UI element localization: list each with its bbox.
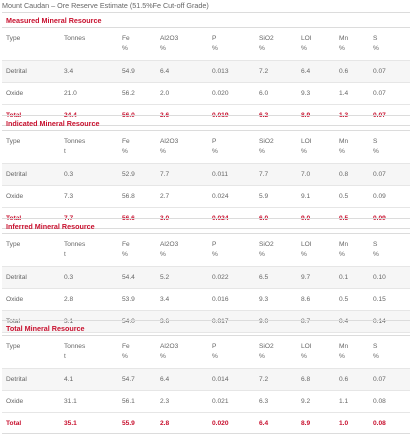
table-cell: 5.9 bbox=[259, 193, 269, 200]
column-header-name: Tonnes bbox=[64, 241, 86, 248]
column-header-unit: % bbox=[339, 353, 345, 360]
total-cell: 6.4 bbox=[259, 420, 269, 427]
column-header bbox=[160, 137, 178, 157]
column-header-name: Al2O3 bbox=[160, 138, 179, 145]
column-header-unit: % bbox=[373, 353, 379, 360]
column-header-unit: % bbox=[373, 251, 379, 258]
column-header-unit: % bbox=[259, 45, 265, 52]
table-cell: 0.08 bbox=[373, 398, 386, 405]
column-header bbox=[122, 34, 130, 54]
table-row bbox=[2, 164, 410, 186]
column-header-unit: % bbox=[259, 251, 265, 258]
table-cell: 56.8 bbox=[122, 193, 135, 200]
total-cell: 2.6 bbox=[160, 112, 170, 119]
table-cell: 2.0 bbox=[160, 90, 170, 97]
table-cell: 9.7 bbox=[301, 274, 311, 281]
table-cell: 0.011 bbox=[212, 171, 229, 178]
total-cell: 0.08 bbox=[373, 420, 386, 427]
total-cell: Total bbox=[6, 112, 22, 119]
table-cell: Oxide bbox=[6, 193, 24, 200]
table-cell: 0.8 bbox=[339, 171, 349, 178]
total-cell: 8.9 bbox=[301, 112, 311, 119]
table-cell: 6.4 bbox=[160, 376, 170, 383]
table-cell: Oxide bbox=[6, 398, 24, 405]
table-cell: 0.1 bbox=[339, 274, 349, 281]
total-cell: 0.019 bbox=[212, 112, 229, 119]
column-header-name: LOI bbox=[301, 343, 312, 350]
table-row bbox=[2, 289, 410, 311]
table-cell: 56.2 bbox=[122, 90, 135, 97]
table-cell: 1.1 bbox=[339, 398, 349, 405]
table-row bbox=[2, 61, 410, 83]
column-header-unit: t bbox=[64, 251, 66, 258]
column-header bbox=[373, 240, 379, 260]
table-cell: 0.5 bbox=[339, 193, 349, 200]
total-row bbox=[2, 413, 410, 434]
table-cell: 3.1 bbox=[64, 318, 74, 325]
table-cell: 2.7 bbox=[160, 193, 170, 200]
table-row bbox=[2, 267, 410, 289]
column-header bbox=[212, 240, 218, 260]
table-cell: 0.014 bbox=[212, 376, 229, 383]
column-header bbox=[122, 342, 130, 362]
column-header-unit: % bbox=[122, 148, 128, 155]
table-header-row bbox=[2, 336, 410, 369]
column-header-unit: % bbox=[212, 45, 218, 52]
column-header-unit: % bbox=[373, 148, 379, 155]
total-cell: 6.0 bbox=[259, 215, 269, 222]
table-cell: 6.3 bbox=[259, 398, 269, 405]
column-header-name: Mn bbox=[339, 138, 349, 145]
table-header-row bbox=[2, 234, 410, 267]
column-header bbox=[6, 342, 20, 352]
table-cell: 31.1 bbox=[64, 398, 77, 405]
table-cell: 0.14 bbox=[373, 318, 386, 325]
section-title: Inferred Mineral Resource bbox=[2, 218, 410, 234]
table-cell: Oxide bbox=[6, 296, 24, 303]
table-cell: 0.4 bbox=[339, 318, 349, 325]
table-cell: 0.07 bbox=[373, 68, 386, 75]
resource-section bbox=[2, 320, 410, 434]
column-header bbox=[301, 240, 312, 260]
column-header-unit: % bbox=[339, 251, 345, 258]
table-cell: 54.0 bbox=[122, 318, 135, 325]
table-cell: Detrital bbox=[6, 171, 27, 178]
total-cell: 1.3 bbox=[339, 112, 349, 119]
total-cell: 56.6 bbox=[122, 215, 135, 222]
table-row bbox=[2, 369, 410, 391]
table-cell: 3.4 bbox=[160, 296, 170, 303]
total-cell: 0.024 bbox=[212, 215, 229, 222]
table-cell: 0.6 bbox=[339, 68, 349, 75]
column-header bbox=[212, 137, 218, 157]
table-cell: 9.1 bbox=[301, 193, 311, 200]
total-cell: 0.020 bbox=[212, 420, 229, 427]
column-header-unit: % bbox=[301, 45, 307, 52]
table-cell: 8.6 bbox=[301, 296, 311, 303]
column-header-unit: % bbox=[212, 148, 218, 155]
table-cell: 7.3 bbox=[64, 193, 74, 200]
table-cell: 9.0 bbox=[259, 318, 269, 325]
table-cell: 54.4 bbox=[122, 274, 135, 281]
column-header bbox=[122, 137, 130, 157]
total-cell: 24.4 bbox=[64, 112, 77, 119]
column-header bbox=[339, 240, 348, 260]
table-cell: 3.6 bbox=[160, 318, 170, 325]
section-title: Measured Mineral Resource bbox=[2, 12, 410, 28]
column-header-name: P bbox=[212, 35, 217, 42]
column-header-unit: % bbox=[122, 353, 128, 360]
table-cell: 21.0 bbox=[64, 90, 77, 97]
table-cell: 2.3 bbox=[160, 398, 170, 405]
table-caption: Mount Caudan – Ore Reserve Estimate (51.5%Fe Cut-off Grade) bbox=[2, 1, 209, 10]
table-cell: 0.017 bbox=[212, 318, 229, 325]
table-cell: 56.1 bbox=[122, 398, 135, 405]
total-cell: Total bbox=[6, 420, 22, 427]
table-header-row bbox=[2, 28, 410, 61]
table-cell: 0.07 bbox=[373, 376, 386, 383]
table-cell: 3.4 bbox=[64, 68, 74, 75]
table-cell: 0.09 bbox=[373, 193, 386, 200]
column-header bbox=[160, 342, 178, 362]
table-cell: 9.3 bbox=[301, 90, 311, 97]
column-header-name: Al2O3 bbox=[160, 241, 179, 248]
column-header-name: P bbox=[212, 241, 217, 248]
column-header-unit: % bbox=[301, 148, 307, 155]
table-row bbox=[2, 83, 410, 105]
column-header bbox=[212, 34, 218, 54]
table-cell: 6.0 bbox=[259, 90, 269, 97]
column-header-name: Tonnes bbox=[64, 35, 86, 42]
table-cell: 0.022 bbox=[212, 274, 229, 281]
total-cell: 0.5 bbox=[339, 215, 349, 222]
column-header-name: Fe bbox=[122, 35, 130, 42]
table-cell: 0.15 bbox=[373, 296, 386, 303]
total-cell: 55.9 bbox=[122, 420, 135, 427]
total-cell: 7.7 bbox=[64, 215, 74, 222]
table-cell: 7.7 bbox=[259, 171, 269, 178]
column-header-unit: % bbox=[160, 353, 166, 360]
column-header bbox=[259, 34, 274, 54]
column-header bbox=[301, 342, 312, 362]
column-header bbox=[259, 137, 274, 157]
column-header-unit: % bbox=[301, 251, 307, 258]
column-header-name: LOI bbox=[301, 35, 312, 42]
column-header bbox=[339, 342, 348, 362]
table-cell: 0.3 bbox=[64, 171, 74, 178]
total-cell: 9.0 bbox=[301, 215, 311, 222]
table-cell: 6.5 bbox=[259, 274, 269, 281]
table-cell: 0.5 bbox=[339, 296, 349, 303]
table-cell: 0.013 bbox=[212, 68, 229, 75]
table-cell: Detrital bbox=[6, 376, 27, 383]
column-header-name: S bbox=[373, 138, 378, 145]
column-header bbox=[301, 137, 312, 157]
table-row bbox=[2, 186, 410, 208]
column-header-unit: % bbox=[339, 45, 345, 52]
column-header-name: Al2O3 bbox=[160, 35, 179, 42]
column-header-unit: t bbox=[64, 148, 66, 155]
table-cell: 0.07 bbox=[373, 171, 386, 178]
total-cell: 1.0 bbox=[339, 420, 349, 427]
table-cell: 7.2 bbox=[259, 376, 269, 383]
column-header-name: P bbox=[212, 343, 217, 350]
table-cell: 0.10 bbox=[373, 274, 386, 281]
column-header bbox=[373, 137, 379, 157]
column-header-name: SiO2 bbox=[259, 35, 274, 42]
section-title: Indicated Mineral Resource bbox=[2, 115, 410, 131]
table-cell: 4.1 bbox=[64, 376, 74, 383]
table-cell: 0.3 bbox=[64, 274, 74, 281]
column-header-name: Fe bbox=[122, 241, 130, 248]
table-cell: 7.0 bbox=[301, 171, 311, 178]
column-header bbox=[373, 34, 379, 54]
column-header bbox=[122, 240, 130, 260]
column-header bbox=[339, 34, 348, 54]
column-header-name: Mn bbox=[339, 343, 349, 350]
column-header bbox=[64, 240, 85, 260]
column-header bbox=[212, 342, 218, 362]
table-cell: 5.2 bbox=[160, 274, 170, 281]
column-header-name: LOI bbox=[301, 138, 312, 145]
table-cell: 2.8 bbox=[64, 296, 74, 303]
column-header-unit: % bbox=[339, 148, 345, 155]
column-header bbox=[373, 342, 379, 362]
table-cell: 7.7 bbox=[160, 171, 170, 178]
table-row bbox=[2, 391, 410, 413]
table-cell: 0.020 bbox=[212, 90, 229, 97]
total-cell: Total bbox=[6, 215, 22, 222]
total-cell: 6.2 bbox=[259, 112, 269, 119]
table-cell: 1.4 bbox=[339, 90, 349, 97]
column-header bbox=[64, 137, 85, 157]
column-header bbox=[160, 240, 178, 260]
column-header-name: SiO2 bbox=[259, 138, 274, 145]
total-cell: 35.1 bbox=[64, 420, 77, 427]
total-cell: 0.09 bbox=[373, 215, 386, 222]
column-header bbox=[339, 137, 348, 157]
total-cell: 3.0 bbox=[160, 215, 170, 222]
table-cell: 54.7 bbox=[122, 376, 135, 383]
resource-section bbox=[2, 12, 410, 126]
column-header bbox=[301, 34, 312, 54]
column-header-name: Tonnes bbox=[64, 138, 86, 145]
column-header-name: Type bbox=[6, 138, 21, 145]
column-header-name: Mn bbox=[339, 241, 349, 248]
column-header bbox=[160, 34, 178, 54]
column-header-name: S bbox=[373, 241, 378, 248]
column-header-name: Mn bbox=[339, 35, 349, 42]
column-header bbox=[64, 34, 85, 44]
column-header bbox=[64, 342, 85, 362]
column-header-name: Type bbox=[6, 343, 21, 350]
column-header bbox=[6, 34, 20, 44]
column-header bbox=[259, 342, 274, 362]
table-cell: 0.6 bbox=[339, 376, 349, 383]
table-cell: 7.2 bbox=[259, 68, 269, 75]
column-header-unit: t bbox=[64, 353, 66, 360]
column-header-unit: % bbox=[122, 251, 128, 258]
column-header-name: Tonnes bbox=[64, 343, 86, 350]
resource-section bbox=[2, 218, 410, 333]
column-header-name: Al2O3 bbox=[160, 343, 179, 350]
total-cell: 0.07 bbox=[373, 112, 386, 119]
table-cell: 52.9 bbox=[122, 171, 135, 178]
column-header-name: Type bbox=[6, 241, 21, 248]
column-header-unit: % bbox=[212, 353, 218, 360]
total-cell: 2.8 bbox=[160, 420, 170, 427]
total-cell: 56.0 bbox=[122, 112, 135, 119]
column-header-name: SiO2 bbox=[259, 343, 274, 350]
table-cell: 54.9 bbox=[122, 68, 135, 75]
table-cell: Oxide bbox=[6, 90, 24, 97]
table-cell: Total bbox=[6, 318, 20, 325]
table-cell: 0.021 bbox=[212, 398, 229, 405]
column-header-name: P bbox=[212, 138, 217, 145]
table-cell: 0.016 bbox=[212, 296, 229, 303]
table-header-row bbox=[2, 131, 410, 164]
table-cell: 9.3 bbox=[259, 296, 269, 303]
section-title: Total Mineral Resource bbox=[2, 320, 410, 336]
table-cell: 9.2 bbox=[301, 398, 311, 405]
column-header bbox=[6, 137, 20, 147]
table-cell: Detrital bbox=[6, 274, 27, 281]
column-header-name: Fe bbox=[122, 343, 130, 350]
column-header-name: Type bbox=[6, 35, 21, 42]
table-cell: 6.4 bbox=[301, 68, 311, 75]
column-header-unit: % bbox=[301, 353, 307, 360]
column-header-unit: % bbox=[160, 251, 166, 258]
column-header-unit: % bbox=[122, 45, 128, 52]
column-header-name: SiO2 bbox=[259, 241, 274, 248]
table-cell: 6.4 bbox=[160, 68, 170, 75]
column-header-name: Fe bbox=[122, 138, 130, 145]
column-header-name: S bbox=[373, 343, 378, 350]
column-header-name: LOI bbox=[301, 241, 312, 248]
total-cell: 8.9 bbox=[301, 420, 311, 427]
table-cell: 8.7 bbox=[301, 318, 311, 325]
table-cell: 6.8 bbox=[301, 376, 311, 383]
table-cell: Detrital bbox=[6, 68, 27, 75]
table-cell: 53.9 bbox=[122, 296, 135, 303]
column-header-unit: % bbox=[259, 148, 265, 155]
column-header-unit: % bbox=[373, 45, 379, 52]
column-header-unit: % bbox=[259, 353, 265, 360]
column-header bbox=[6, 240, 20, 250]
column-header-unit: % bbox=[160, 45, 166, 52]
column-header-unit: % bbox=[212, 251, 218, 258]
column-header-name: S bbox=[373, 35, 378, 42]
resource-section bbox=[2, 115, 410, 229]
column-header bbox=[259, 240, 274, 260]
table-cell: 0.024 bbox=[212, 193, 229, 200]
column-header-unit: % bbox=[160, 148, 166, 155]
table-cell: 0.07 bbox=[373, 90, 386, 97]
